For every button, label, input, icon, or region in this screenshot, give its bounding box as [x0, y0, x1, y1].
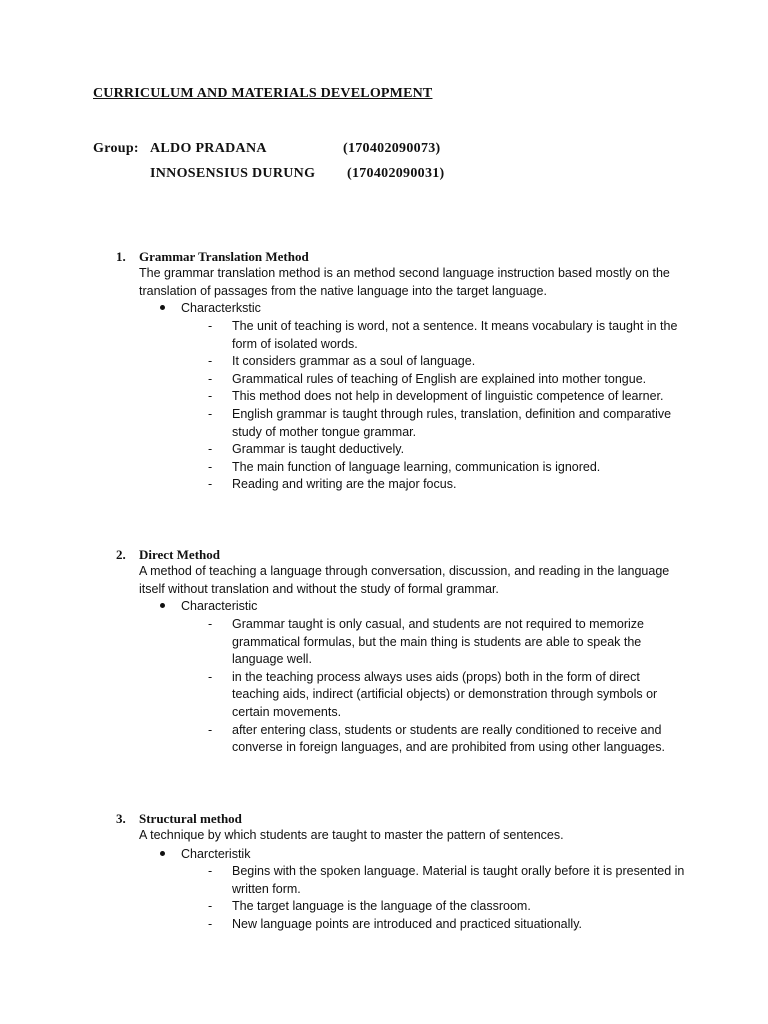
list-item-text: Begins with the spoken language. Material is taught orally before it is presented in written form. [232, 864, 685, 896]
list-item [208, 898, 688, 916]
list-item [208, 459, 688, 477]
member-name: ALDO PRADANA [150, 141, 267, 156]
dash-icon: - [208, 371, 213, 386]
dash-icon: - [208, 459, 213, 474]
list-item-text: Reading and writing are the major focus. [232, 477, 457, 492]
section-title: Structural method [139, 811, 242, 826]
characteristic-list [208, 616, 688, 757]
bullet-icon [160, 851, 165, 856]
characteristic-bullet [160, 598, 257, 616]
bullet-label: Characterkstic [181, 301, 261, 315]
list-item-text: English grammar is taught through rules, translation, definition and comparative study of mother tongue grammar. [232, 406, 672, 439]
list-item-text: The main function of language learning, communication is ignored. [232, 459, 601, 474]
list-item [208, 476, 688, 494]
list-item [208, 441, 688, 459]
list-item-text: This method does not help in development of linguistic competence of learner. [232, 389, 664, 404]
bullet-icon [160, 305, 165, 310]
dash-icon: - [208, 864, 213, 878]
dash-icon: - [208, 617, 213, 631]
member-id: (170402090031) [347, 166, 445, 181]
bullet-label: Characteristic [181, 599, 258, 613]
member-id: (170402090073) [343, 141, 441, 156]
section-description: A technique by which students are taught to master the pattern of sentences. [139, 828, 564, 842]
bullet-icon [160, 603, 165, 608]
dash-icon: - [208, 354, 213, 369]
section-number: 2. [116, 547, 126, 562]
list-item [208, 371, 688, 389]
section-description: The grammar translation method is an method second language instruction based mostly on the translation of passages from the native language into the target language. [139, 266, 670, 298]
dash-icon: - [208, 389, 213, 404]
dash-icon: - [208, 319, 213, 333]
list-item-text: in the teaching process always uses aids (props) both in the form of direct teaching aids, indirect (artificial objects) or demonstration through symbols or certain movements. [232, 669, 658, 719]
section-title: Direct Method [139, 547, 220, 562]
list-item [208, 406, 688, 441]
bullet-label: Charcteristik [181, 847, 251, 861]
dash-icon: - [208, 916, 213, 931]
list-item [208, 722, 688, 757]
list-item-text: New language points are introduced and practiced situationally. [232, 916, 582, 931]
list-item [208, 669, 688, 722]
document-title: CURRICULUM AND MATERIALS DEVELOPMENT [93, 86, 433, 101]
list-item [208, 616, 688, 669]
list-item [208, 318, 688, 353]
dash-icon: - [208, 442, 213, 457]
characteristic-bullet [160, 300, 261, 318]
list-item-text: The target language is the language of the classroom. [232, 899, 531, 914]
dash-icon: - [208, 669, 213, 684]
characteristic-bullet [160, 846, 250, 864]
dash-icon: - [208, 722, 213, 737]
list-item-text: The unit of teaching is word, not a sentence. It means vocabulary is taught in the form of isolated words. [232, 319, 678, 351]
dash-icon: - [208, 477, 213, 492]
list-item-text: Grammar taught is only casual, and students are not required to memorize grammatical formulas, but the main thing is students are able to speak the language well. [232, 617, 645, 667]
list-item-text: after entering class, students or students are really conditioned to receive and converse in foreign languages, and are prohibited from using other languages. [232, 722, 665, 755]
list-item [208, 863, 688, 898]
section-description: A method of teaching a language through conversation, discussion, and reading in the language itself without translation and without the study of formal grammar. [139, 564, 670, 596]
section-title: Grammar Translation Method [139, 249, 309, 264]
section-number: 1. [116, 249, 126, 264]
characteristic-list [208, 863, 688, 933]
list-item [208, 388, 688, 406]
list-item-text: It considers grammar as a soul of language. [232, 354, 476, 369]
group-label: Group: [93, 141, 139, 156]
characteristic-list [208, 318, 688, 494]
dash-icon: - [208, 899, 213, 914]
member-name: INNOSENSIUS DURUNG [150, 166, 316, 181]
section-number: 3. [116, 811, 126, 826]
list-item-text: Grammar is taught deductively. [232, 442, 405, 457]
list-item [208, 353, 688, 371]
list-item [208, 916, 688, 934]
dash-icon: - [208, 406, 213, 421]
list-item-text: Grammatical rules of teaching of English are explained into mother tongue. [232, 371, 647, 386]
